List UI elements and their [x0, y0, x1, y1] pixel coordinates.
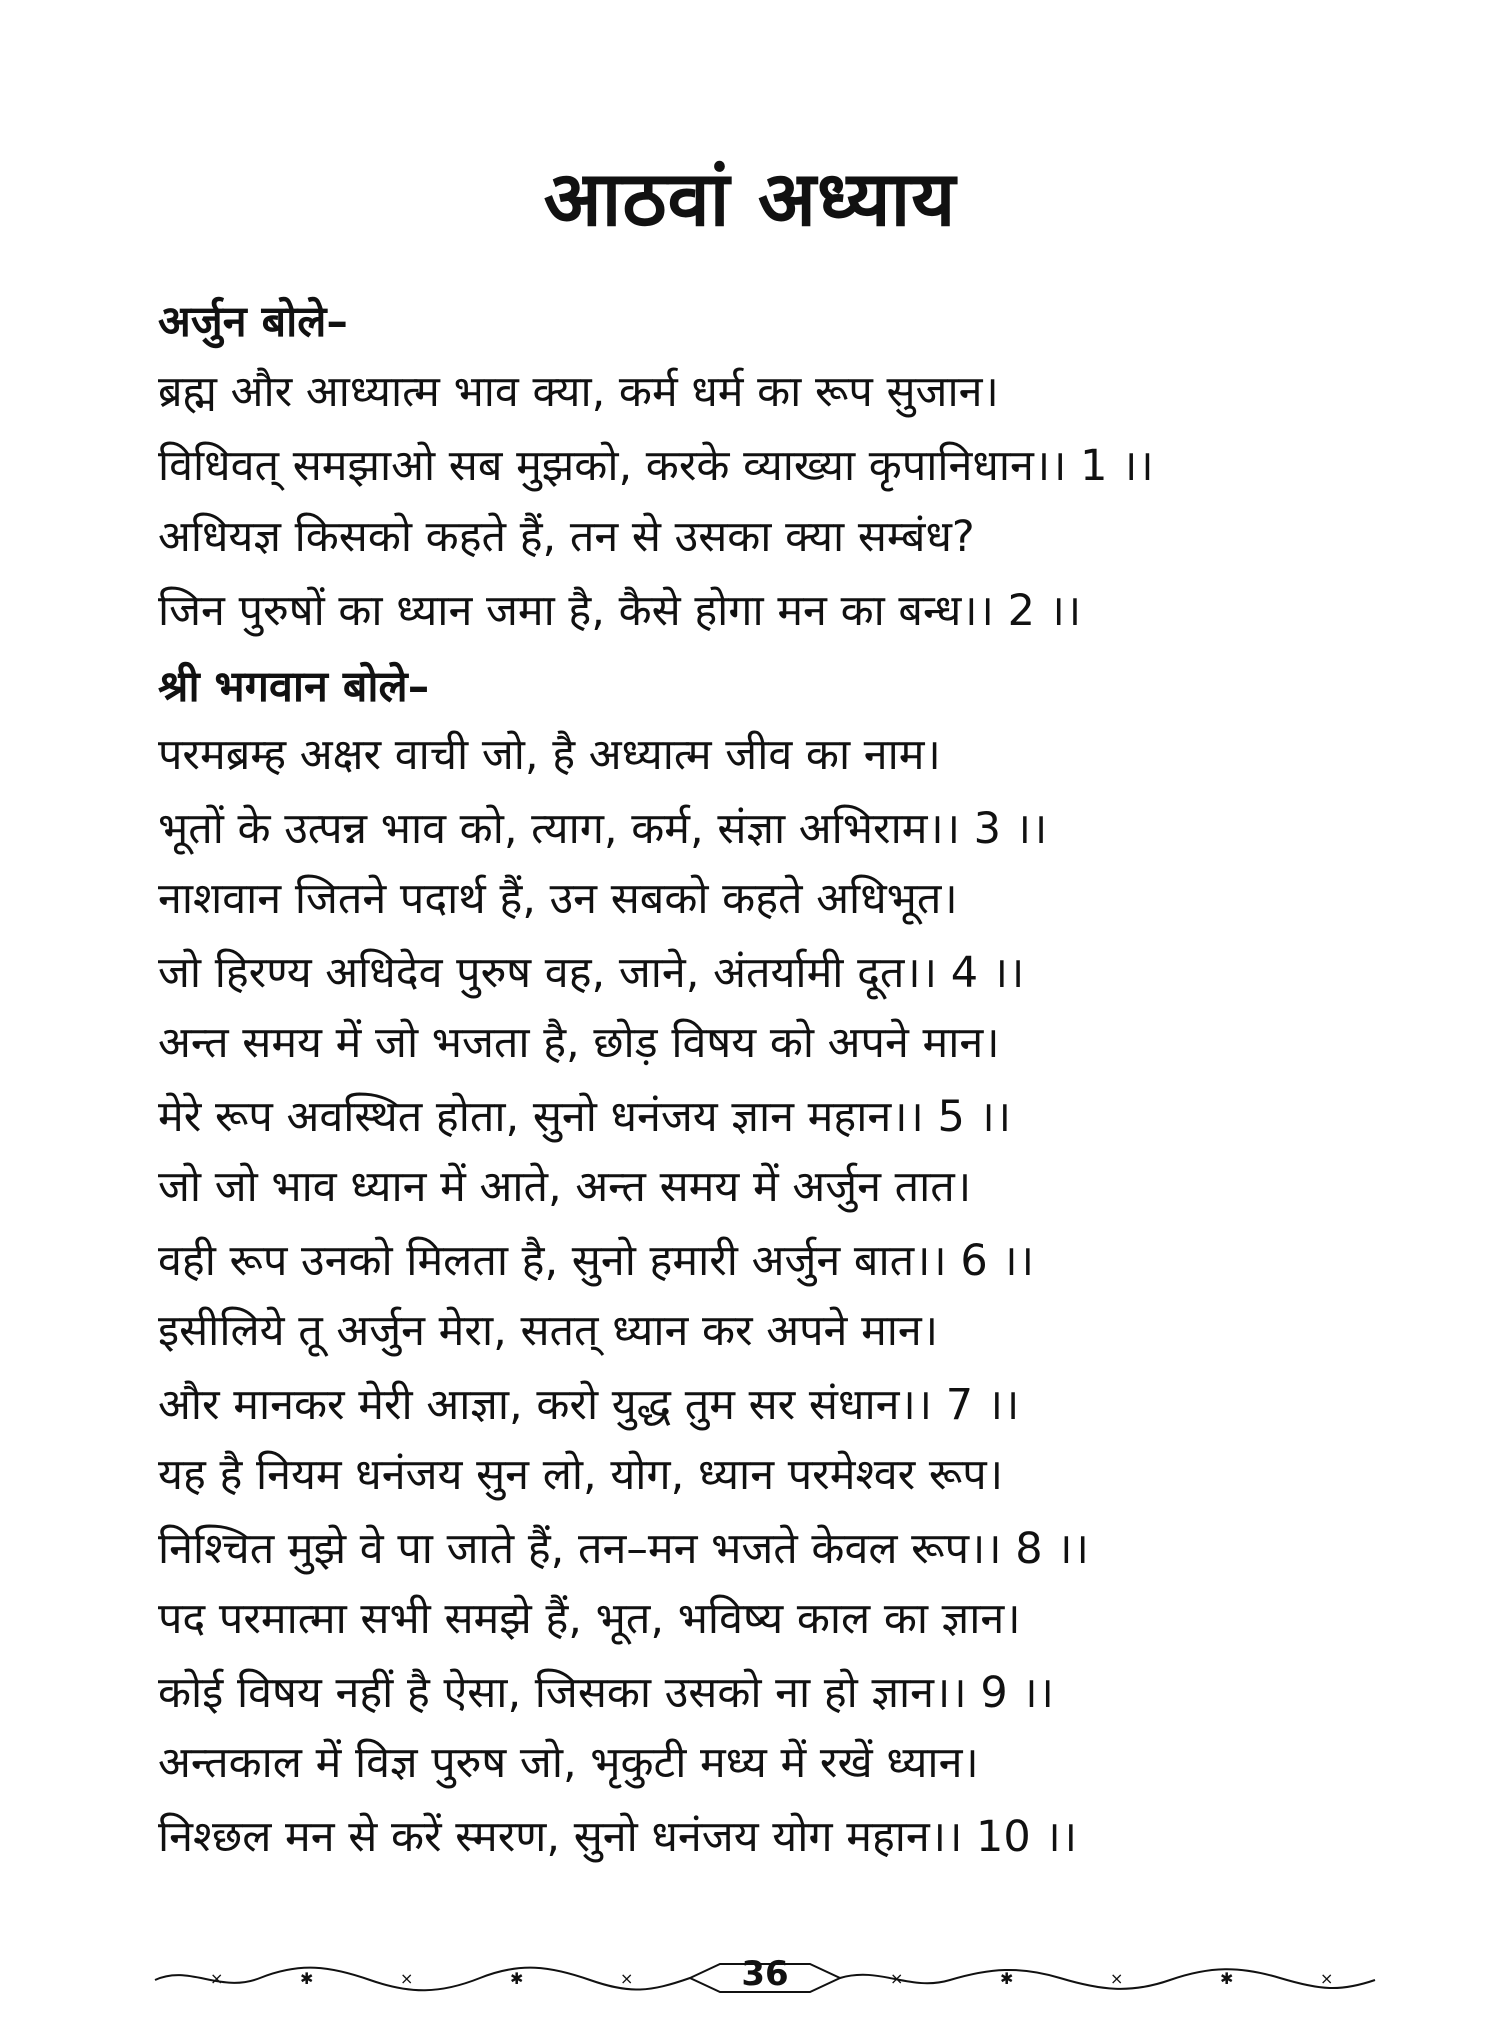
verse-line: अन्तकाल में विज्ञ पुरुष जो, भृकुटी मध्य में रखें ध्यान।	[158, 1738, 979, 1788]
verse-line: मेरे रूप अवस्थित होता, सुनो धनंजय ज्ञान महान।। 5 ।।	[158, 1092, 1012, 1142]
svg-text:✱: ✱	[300, 1969, 314, 1988]
svg-text:×: ×	[210, 1969, 224, 1988]
verse-line: ब्रह्म और आध्यात्म भाव क्या, कर्म धर्म का रूप सुजान।	[158, 367, 999, 417]
verse-4	[158, 862, 1380, 1010]
verse-1	[158, 355, 1380, 503]
svg-text:×: ×	[620, 1969, 634, 1988]
chapter-title: आठवां अध्याय	[543, 154, 957, 243]
verse-line: भूतों के उत्पन्न भाव को, त्याग, कर्म, संज्ञा अभिराम।। 3 ।।	[158, 804, 1048, 854]
verse-3	[158, 718, 1380, 866]
verse-line: विधिवत् समझाओ सब मुझको, करके व्याख्या कृपानिधान।। 1 ।।	[158, 441, 1154, 491]
verse-line: इसीलिये तू अर्जुन मेरा, सतत् ध्यान कर अपने मान।	[158, 1306, 939, 1356]
verse-line: कोई विषय नहीं है ऐसा, जिसका उसको ना हो ज्ञान।। 9 ।।	[158, 1668, 1054, 1718]
svg-text:×: ×	[890, 1969, 904, 1988]
verse-line: निश्चित मुझे वे पा जाते हैं, तन–मन भजते केवल रूप।। 8 ।।	[158, 1524, 1089, 1574]
svg-text:×: ×	[400, 1969, 414, 1988]
verse-line: परमब्रम्ह अक्षर वाची जो, है अध्यात्म जीव का नाम।	[158, 730, 941, 780]
verse-line: पद परमात्मा सभी समझे हैं, भूत, भविष्य काल का ज्ञान।	[158, 1594, 1021, 1644]
verse-10	[158, 1726, 1380, 1874]
verse-5	[158, 1006, 1380, 1154]
verse-7	[158, 1294, 1380, 1442]
verse-line: निश्छल मन से करें स्मरण, सुनो धनंजय योग महान।। 10 ।।	[158, 1812, 1078, 1862]
speaker-heading-bhagwan: श्री भगवान बोले–	[158, 662, 430, 712]
verse-6	[158, 1150, 1380, 1298]
verse-8	[158, 1438, 1380, 1586]
verse-line: अन्त समय में जो भजता है, छोड़ विषय को अपने मान।	[158, 1018, 1000, 1068]
svg-text:✱: ✱	[1220, 1969, 1234, 1988]
page-footer-ornament	[150, 1954, 1380, 2026]
verse-line: अधियज्ञ किसको कहते हैं, तन से उसका क्या सम्बंध?	[158, 512, 975, 562]
svg-text:×: ×	[1110, 1969, 1124, 1988]
verse-line: और मानकर मेरी आज्ञा, करो युद्ध तुम सर संधान।। 7 ।।	[158, 1380, 1020, 1430]
verse-line: जो जो भाव ध्यान में आते, अन्त समय में अर्जुन तात।	[158, 1162, 972, 1212]
verse-line: नाशवान जितने पदार्थ हैं, उन सबको कहते अधिभूत।	[158, 874, 958, 924]
svg-text:✱: ✱	[1000, 1969, 1014, 1988]
verse-line: जिन पुरुषों का ध्यान जमा है, कैसे होगा मन का बन्ध।। 2 ।।	[158, 586, 1082, 636]
svg-text:✱: ✱	[510, 1969, 524, 1988]
verse-line: यह है नियम धनंजय सुन लो, योग, ध्यान परमेश्वर रूप।	[158, 1450, 1004, 1500]
verse-2	[158, 500, 1380, 648]
svg-text:×: ×	[1320, 1969, 1334, 1988]
verse-line: वही रूप उनको मिलता है, सुनो हमारी अर्जुन बात।। 6 ।।	[158, 1236, 1034, 1286]
verse-9	[158, 1582, 1380, 1730]
speaker-heading-arjun: अर्जुन बोले–	[158, 297, 348, 347]
page-number: 36	[741, 1954, 789, 1994]
verse-line: जो हिरण्य अधिदेव पुरुष वह, जाने, अंतर्यामी दूत।। 4 ।।	[158, 948, 1025, 998]
